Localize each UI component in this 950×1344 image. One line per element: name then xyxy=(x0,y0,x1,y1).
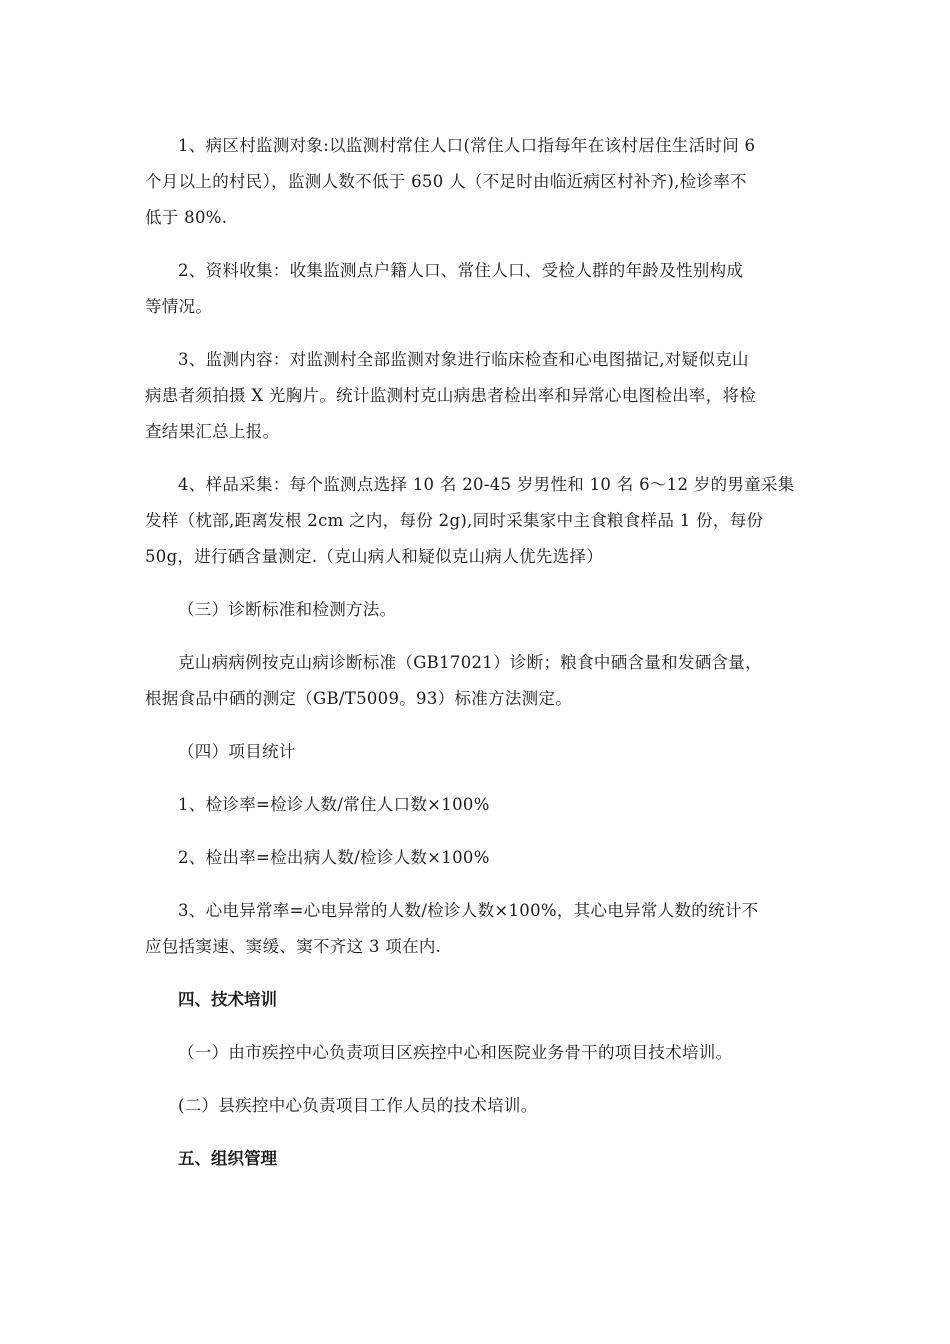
paragraph-monitor-object xyxy=(145,128,810,236)
paragraph-sample-collection xyxy=(145,467,810,575)
heading-organization-management: 五、组织管理 xyxy=(178,1149,277,1168)
text-line: 2、检出率=检出病人数/检诊人数×100% xyxy=(178,848,490,867)
paragraph-diagnosis xyxy=(145,645,810,717)
text-line: 低于 80%. xyxy=(145,208,228,227)
stat-item-discovery-rate xyxy=(145,840,810,876)
text-line: 1、检诊率=检诊人数/常住人口数×100% xyxy=(178,795,490,814)
text-line: (二）县疾控中心负责项目工作人员的技术培训。 xyxy=(178,1096,538,1115)
document-body xyxy=(145,128,810,1194)
text-line: 4、样品采集：每个监测点选择 10 名 20-45 岁男性和 10 名 6～12 岁的男童采集 xyxy=(178,475,795,494)
text-line: 个月以上的村民），监测人数不低于 650 人（不足时由临近病区村补齐),检诊率不 xyxy=(145,172,747,191)
text-line: 50g，进行硒含量测定.（克山病人和疑似克山病人优先选择） xyxy=(145,547,604,566)
text-line: （一）由市疾控中心负责项目区疾控中心和医院业务骨干的项目技术培训。 xyxy=(178,1043,733,1062)
training-item-county xyxy=(145,1088,810,1124)
text-line: 病患者须拍摄 X 光胸片。统计监测村克山病患者检出率和异常心电图检出率，将检 xyxy=(145,386,757,405)
text-line: 2、资料收集：收集监测点户籍人口、常住人口、受检人群的年龄及性别构成 xyxy=(178,261,744,280)
text-line: 1、病区村监测对象:以监测村常住人口(常住人口指每年在该村居住生活时间 6 xyxy=(178,136,756,155)
text-line: 根据食品中硒的测定（GB/T5009。93）标准方法测定。 xyxy=(145,689,573,708)
text-line: 3、心电异常率=心电异常的人数/检诊人数×100%，其心电异常人数的统计不 xyxy=(178,901,759,920)
training-item-city xyxy=(145,1035,810,1071)
stat-item-detection-rate xyxy=(145,787,810,823)
text-line: 3、监测内容：对监测村全部监测对象进行临床检查和心电图描记,对疑似克山 xyxy=(178,350,749,369)
stat-item-ecg-abnormal-rate xyxy=(145,893,810,965)
paragraph-monitor-content xyxy=(145,342,810,450)
text-line: 克山病病例按克山病诊断标准（GB17021）诊断；粮食中硒含量和发硒含量， xyxy=(178,653,762,672)
text-line: （三）诊断标准和检测方法。 xyxy=(178,600,397,619)
text-line: 等情况。 xyxy=(145,297,213,316)
text-line: 发样（枕部,距离发根 2cm 之内，每份 2g),同时采集家中主食粮食样品 1 份，每份 xyxy=(145,511,764,530)
paragraph-data-collection xyxy=(145,253,810,325)
text-line: （四）项目统计 xyxy=(178,742,296,761)
section-4-title xyxy=(145,734,810,770)
text-line: 查结果汇总上报。 xyxy=(145,422,280,441)
heading-technical-training: 四、技术培训 xyxy=(178,990,277,1009)
text-line: 应包括窦速、窦缓、窦不齐这 3 项在内. xyxy=(145,937,442,956)
section-3-title xyxy=(145,592,810,628)
